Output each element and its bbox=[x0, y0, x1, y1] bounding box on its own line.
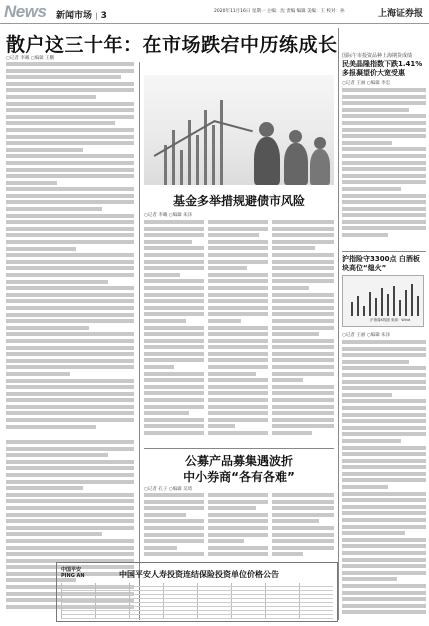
fund-article-col-3 bbox=[272, 220, 334, 445]
news-logo: News bbox=[4, 2, 47, 21]
public-article-col-2 bbox=[208, 493, 268, 559]
chart-caption: 沪指周K线图 来源：Wind bbox=[370, 318, 411, 322]
column-divider bbox=[139, 62, 140, 620]
public-headline-line-1: 公募产品募集遇波折 bbox=[184, 454, 293, 468]
market-photo bbox=[144, 75, 334, 185]
section-name: 新闻市场 bbox=[56, 11, 93, 21]
section-title: 新闻市场 | 3 bbox=[56, 11, 107, 21]
side1-byline: ○记者 王丽 ○编辑 李忠 bbox=[342, 81, 391, 86]
page-number: 3 bbox=[100, 11, 107, 21]
ping-an-ad bbox=[56, 562, 338, 622]
ad-logo bbox=[61, 567, 85, 579]
main-headline: 散户这三十年：在市场跌宕中历练成长 bbox=[6, 34, 338, 56]
ad-title: 中国平安人寿投资连结保险投资单位价格公告 bbox=[119, 570, 279, 579]
public-headline-line-2: 中小券商“各有各难” bbox=[183, 470, 295, 484]
main-byline: ○记者 李曦 ○编辑 王鹏 bbox=[6, 56, 55, 61]
public-byline: ○记者 孔子 ○编辑 吴琦 bbox=[144, 487, 193, 492]
side1-title: 民美晶隆指数下跌1.41% 多报凝望价大宽受惠 bbox=[342, 60, 423, 77]
ad-logo-line-1: 中国平安 bbox=[61, 567, 82, 573]
section-divider bbox=[144, 448, 334, 449]
fund-article-col-1 bbox=[144, 220, 204, 445]
side-divider bbox=[342, 251, 426, 252]
side2-byline: ○记者 王丽 ○编辑 朱泽 bbox=[342, 333, 391, 338]
fund-byline: ○记者 李曦 ○编辑 朱泽 bbox=[144, 213, 193, 218]
side2-article bbox=[342, 340, 426, 620]
newspaper-brand: 上海证券报 bbox=[377, 9, 423, 19]
fund-article-col-2 bbox=[208, 220, 268, 445]
public-article-col-1 bbox=[144, 493, 204, 559]
public-article-col-3 bbox=[272, 493, 334, 559]
issue-info: 2020年11月16日 星期一 主编：沈 责编 编辑 美编：王 校对：孙 bbox=[214, 9, 345, 14]
newspaper-header bbox=[0, 0, 429, 24]
main-article-col-1 bbox=[6, 62, 134, 438]
ad-price-table bbox=[61, 583, 333, 619]
fund-headline: 基金多举措规避债市风险 bbox=[172, 194, 305, 208]
side1-article bbox=[342, 88, 426, 248]
side1-kicker: 国际午市投资品种上海期货成绩 bbox=[342, 53, 413, 59]
side2-title: 沪指险守3300点 白酒板块高位“熄火” bbox=[342, 255, 420, 272]
sidebar-divider bbox=[338, 28, 339, 620]
ad-logo-line-2: PING AN bbox=[61, 573, 85, 579]
